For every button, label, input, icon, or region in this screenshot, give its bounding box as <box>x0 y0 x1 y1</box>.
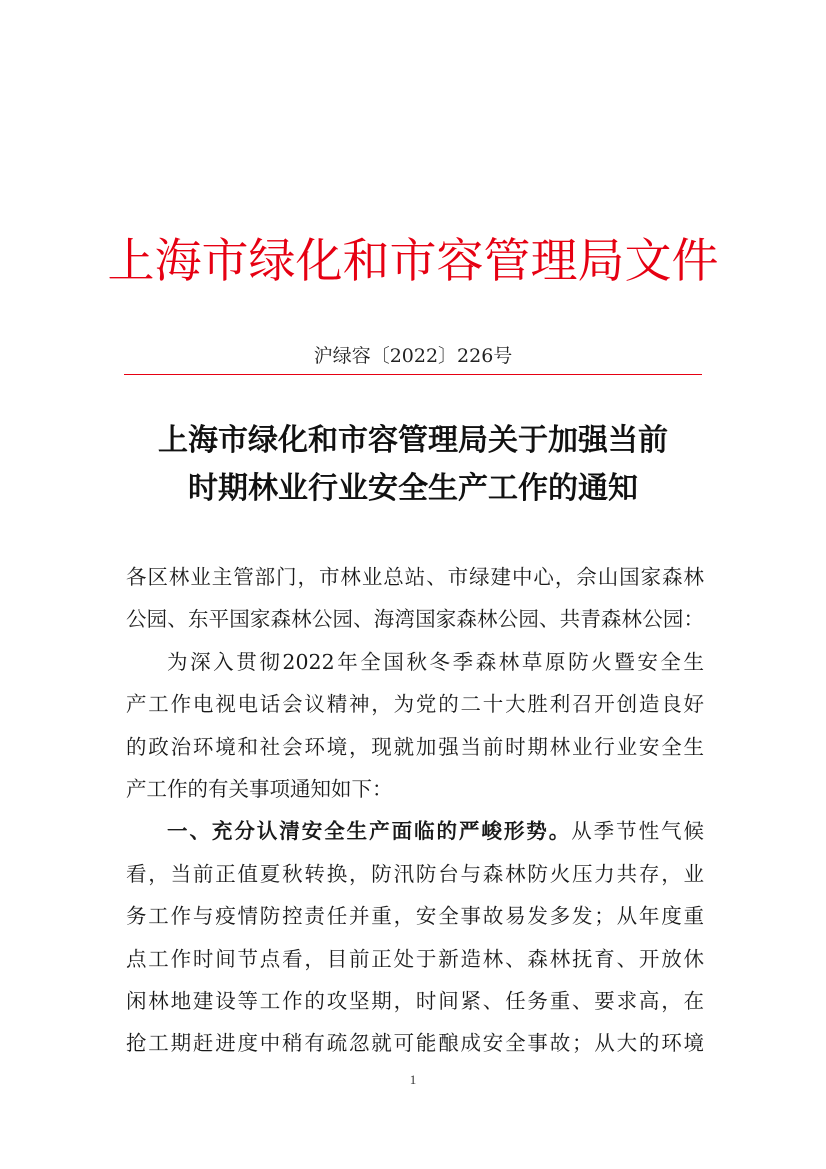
page-number: 1 <box>409 1072 417 1087</box>
intro-line-2: 产工作电视电话会议精神，为党的二十大胜利召开创造良好 <box>126 692 704 717</box>
section-1-line-4: 点工作时间节点看，目前正处于新造林、森林抚育、开放休 <box>126 946 704 971</box>
intro-line-3: 的政治环境和社会环境，现就加强当前时期林业行业安全生 <box>126 734 704 759</box>
section-1-first-line-rest: 从季节性气候 <box>571 819 705 844</box>
section-1-line-3: 务工作与疫情防控责任并重，安全事故易发多发；从年度重 <box>126 904 704 929</box>
notice-title-line-2: 时期林业行业安全生产工作的通知 <box>188 471 638 506</box>
section-1-line-5: 闲林地建设等工作的攻坚期，时间紧、任务重、要求高，在 <box>126 988 704 1013</box>
section-1-line-6: 抢工期赶进度中稍有疏忽就可能酿成安全事故；从大的环境 <box>126 1031 704 1056</box>
intro-line-1: 为深入贯彻2022年全国秋冬季森林草原防火暨安全生 <box>167 649 704 674</box>
section-1-first-line <box>126 810 704 852</box>
section-1-heading: 一、充分认清安全生产面临的严峻形势。 <box>167 819 572 844</box>
issuer-header-title: 上海市绿化和市容管理局文件 <box>107 234 719 289</box>
section-1-line-2: 看，当前正值夏秋转换，防汛防台与森林防火压力共存，业 <box>126 861 704 886</box>
red-divider-line <box>124 374 702 375</box>
notice-body <box>126 556 704 1065</box>
document-number: 沪绿容〔2022〕226号 <box>313 345 513 367</box>
intro-line-4: 产工作的有关事项通知如下： <box>126 776 393 801</box>
notice-title <box>0 420 826 516</box>
addressee-line-1: 各区林业主管部门，市林业总站、市绿建中心，佘山国家森林 <box>126 565 704 589</box>
notice-title-line-1: 上海市绿化和市容管理局关于加强当前 <box>158 423 668 458</box>
addressee-line-2: 公园、东平国家森林公园、海湾国家森林公园、共青森林公园： <box>126 607 704 632</box>
